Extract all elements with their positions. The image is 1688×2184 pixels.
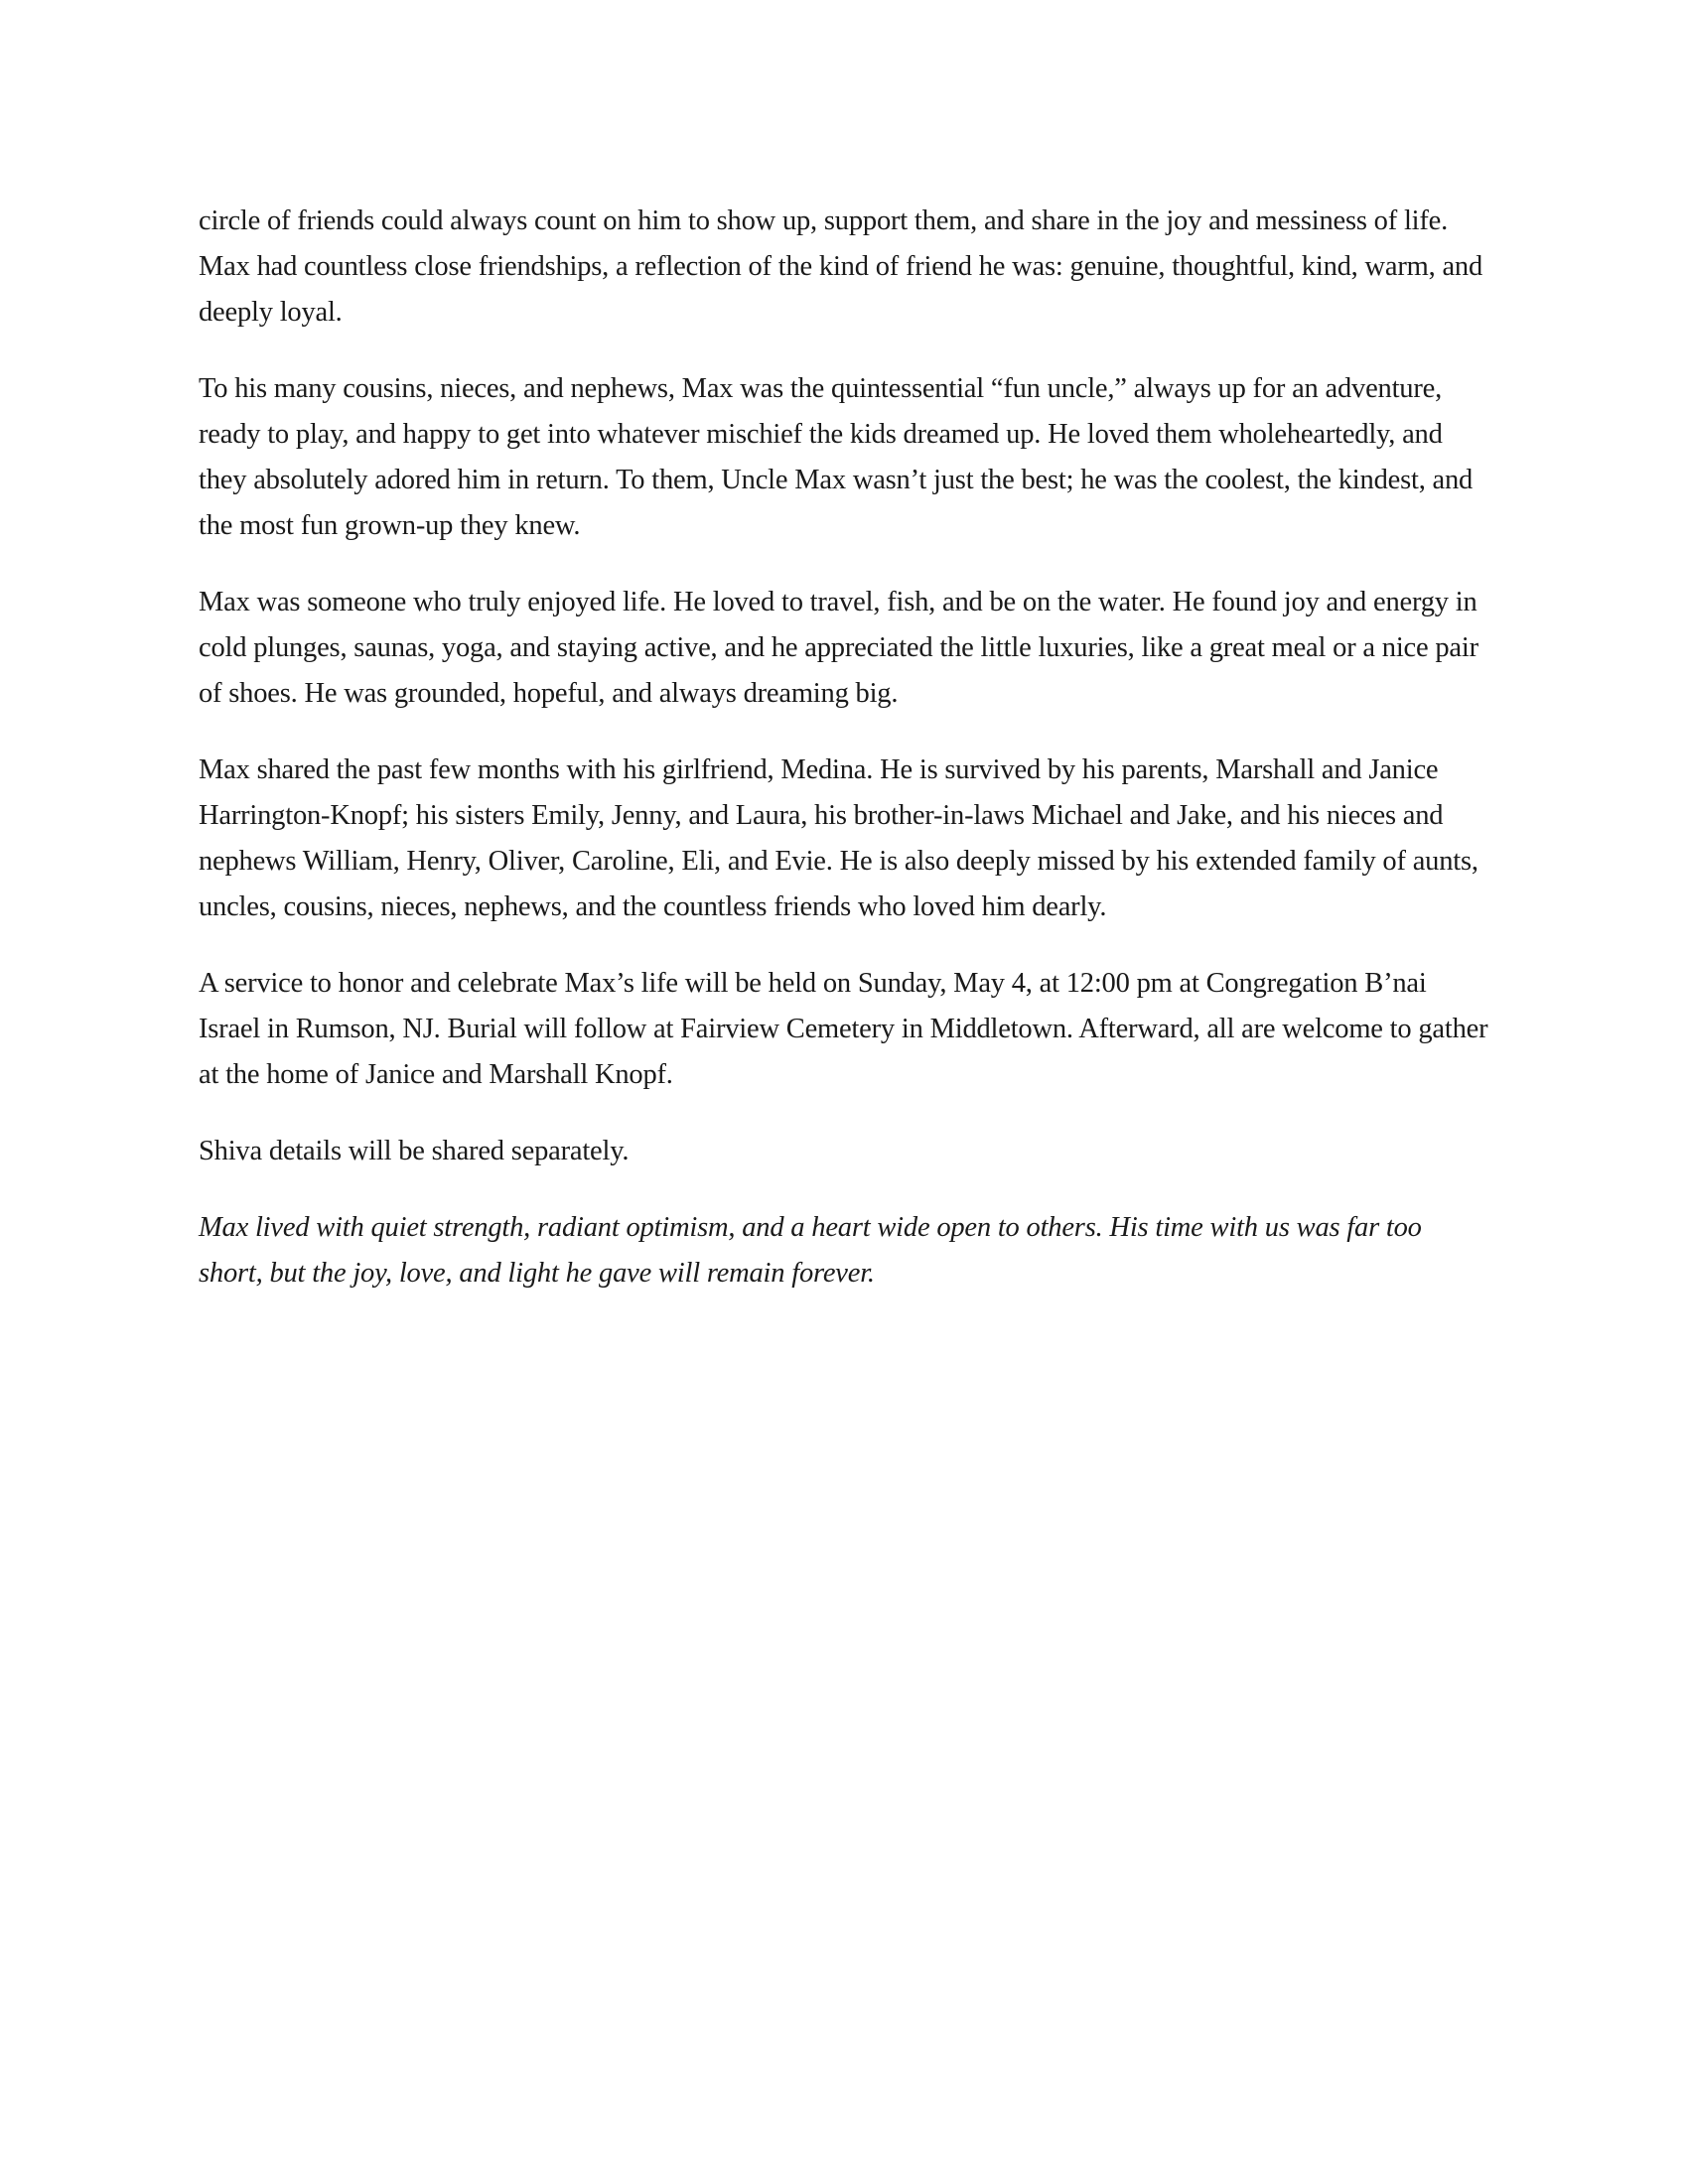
closing-statement: Max lived with quiet strength, radiant optimism, and a heart wide open to others. His time with us was far too short, but the joy, love, and light he gave will remain forever. — [199, 1212, 1422, 1289]
paragraph-service: A service to honor and celebrate Max’s life will be held on Sunday, May 4, at 12:00 pm at Congregation B’nai Israel in Rumson, NJ. Burial will follow at Fairview Cemetery in Middletown. Afterward, all are welcome to gather at the home of Janice and Marshall Knopf. — [199, 968, 1488, 1090]
paragraph-survived-by: Max shared the past few months with his girlfriend, Medina. He is survived by his parents, Marshall and Janice Harrington-Knopf; his sisters Emily, Jenny, and Laura, his brother-in-laws Michael and Jake, and his nieces and nephews William, Henry, Oliver, Caroline, Eli, and Evie. He is also deeply missed by his extended family of aunts, uncles, cousins, nieces, nephews, and the countless friends who loved him dearly. — [199, 754, 1478, 922]
paragraph-friends: circle of friends could always count on him to show up, support them, and share in the joy and messiness of life. Max had countless close friendships, a reflection of the kind of friend he was: genuine, thoughtful, kind, warm, and deeply loyal. — [199, 205, 1483, 328]
document-page — [199, 199, 1491, 1327]
paragraph-fun-uncle: To his many cousins, nieces, and nephews, Max was the quintessential “fun uncle,” always up for an adventure, ready to play, and happy to get into whatever mischief the kids dreamed up. He loved them wholeheartedly, and they absolutely adored him in return. To them, Uncle Max wasn’t just the best; he was the coolest, the kindest, and the most fun grown-up they knew. — [199, 373, 1474, 541]
paragraph-shiva: Shiva details will be shared separately. — [199, 1136, 630, 1166]
paragraph-enjoyed-life: Max was someone who truly enjoyed life. He loved to travel, fish, and be on the water. He found joy and energy in cold plunges, saunas, yoga, and staying active, and he appreciated the little luxuries, like a great meal or a nice pair of shoes. He was grounded, hopeful, and always dreaming big. — [199, 587, 1478, 709]
